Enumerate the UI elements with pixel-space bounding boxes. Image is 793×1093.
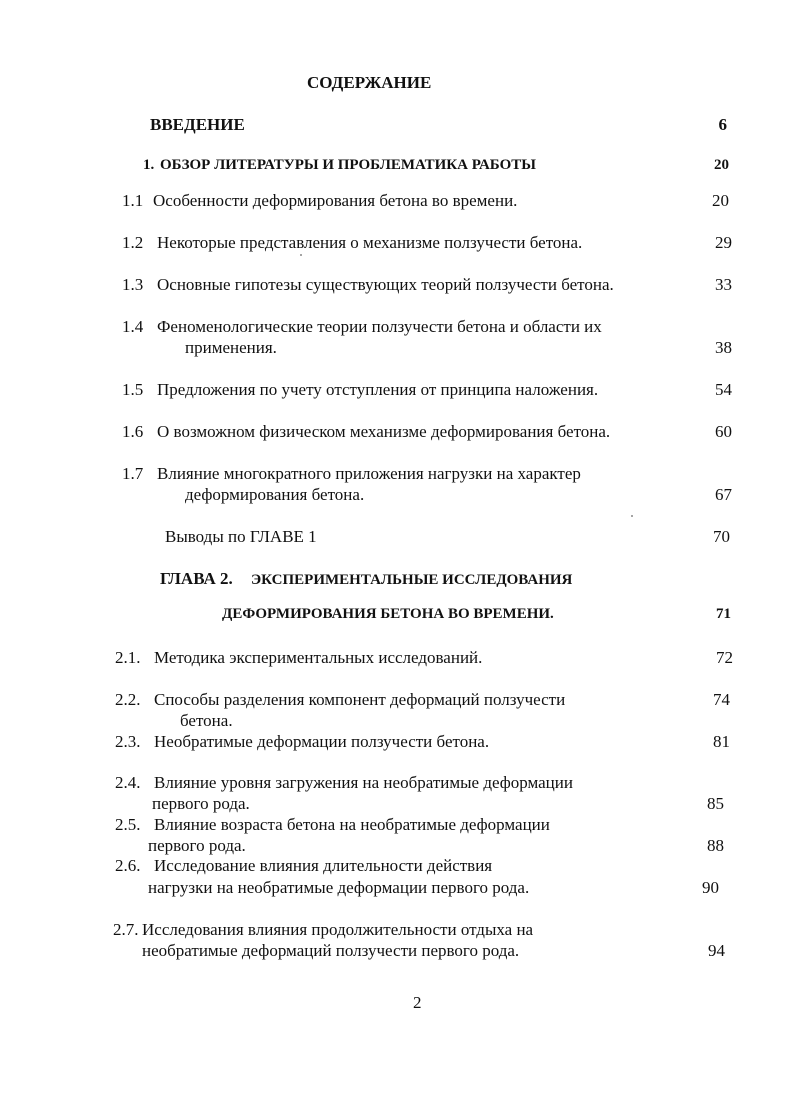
toc-entry-page: 67 — [715, 485, 732, 504]
toc-entry-text: Предложения по учету отступления от принципа наложения. — [157, 380, 599, 399]
toc-entry-number: 1.7 — [122, 464, 144, 483]
toc-entry-text-continued: применения. — [185, 338, 277, 357]
toc-chapter-title: ЭКСПЕРИМЕНТАЛЬНЫЕ ИССЛЕДОВАНИЯ — [251, 572, 573, 588]
toc-entry-page: 70 — [713, 527, 730, 546]
page-number: 2 — [413, 993, 422, 1012]
toc-entry-page: 20 — [712, 191, 729, 210]
toc-entry-page: 20 — [714, 157, 729, 173]
toc-entry-text: Методика экспериментальных исследований. — [154, 648, 483, 667]
toc-entry-number: 2.4. — [115, 773, 141, 792]
toc-entry-text-continued: необратимые деформаций ползучести первого рода. — [142, 941, 520, 960]
scan-speck — [631, 515, 633, 517]
toc-entry-number: 1.4 — [122, 317, 144, 336]
toc-entry-page: 54 — [715, 380, 732, 399]
toc-entry-text: Способы разделения компонент деформаций ползучести — [154, 690, 566, 709]
toc-entry-number: 2.1. — [115, 648, 141, 667]
toc-chapter-title-continued: ДЕФОРМИРОВАНИЯ БЕТОНА ВО ВРЕМЕНИ. — [222, 606, 554, 622]
toc-entry-page: 88 — [707, 836, 724, 855]
toc-entry-text-continued: бетона. — [180, 711, 233, 730]
toc-entry-page: 90 — [702, 878, 719, 897]
toc-entry-text-continued: первого рода. — [148, 836, 246, 855]
toc-entry-text: Особенности деформирования бетона во времени. — [153, 191, 518, 210]
toc-entry-text: Некоторые представления о механизме ползучести бетона. — [157, 233, 583, 252]
toc-entry-page: 74 — [713, 690, 730, 709]
toc-entry-page: 81 — [713, 732, 730, 751]
toc-entry-text-continued: нагрузки на необратимые деформации первого рода. — [148, 878, 530, 897]
toc-entry-number: 1.2 — [122, 233, 144, 252]
toc-entry-text: О возможном физическом механизме деформирования бетона. — [157, 422, 611, 441]
toc-entry-page: 71 — [716, 606, 731, 622]
toc-entry-text: Основные гипотезы существующих теорий ползучести бетона. — [157, 275, 614, 294]
toc-entry-number: 2.7. — [113, 920, 139, 939]
toc-entry-text: Феноменологические теории ползучести бетона и области их — [157, 317, 602, 336]
toc-entry-page: 33 — [715, 275, 732, 294]
toc-entry-page: 38 — [715, 338, 732, 357]
toc-entry-number: 1.3 — [122, 275, 144, 294]
toc-entry-number: 2.5. — [115, 815, 141, 834]
toc-entry-number: 2.6. — [115, 856, 141, 875]
toc-entry-text: Исследование влияния длительности действия — [154, 856, 493, 875]
toc-entry-page: 85 — [707, 794, 724, 813]
toc-entry-text: Влияние уровня загружения на необратимые деформации — [154, 773, 573, 792]
toc-entry-number: 1.6 — [122, 422, 144, 441]
toc-entry-text: Необратимые деформации ползучести бетона. — [154, 732, 490, 751]
toc-entry-page: 29 — [715, 233, 732, 252]
toc-entry-text: Выводы по ГЛАВЕ 1 — [165, 527, 317, 546]
toc-entry-number: 2.2. — [115, 690, 141, 709]
toc-entry-text: Исследования влияния продолжительности отдыха на — [142, 920, 534, 939]
toc-chapter-number: 1. — [143, 157, 155, 173]
toc-entry-text: Влияние многократного приложения нагрузки на характер — [157, 464, 581, 483]
toc-entry-page: 72 — [716, 648, 733, 667]
scan-speck — [300, 254, 302, 256]
page-title: СОДЕРЖАНИЕ — [307, 73, 432, 92]
toc-chapter-number: ГЛАВА 2. — [160, 569, 233, 588]
toc-chapter-title: ОБЗОР ЛИТЕРАТУРЫ И ПРОБЛЕМАТИКА РАБОТЫ — [160, 157, 536, 173]
toc-entry-number: 1.5 — [122, 380, 144, 399]
toc-entry-page: 94 — [708, 941, 725, 960]
toc-entry-text: Влияние возраста бетона на необратимые деформации — [154, 815, 550, 834]
toc-entry-text-continued: деформирования бетона. — [185, 485, 365, 504]
toc-entry-page: 60 — [715, 422, 732, 441]
toc-entry-text-continued: первого рода. — [152, 794, 250, 813]
toc-entry-text: ВВЕДЕНИЕ — [150, 115, 245, 134]
toc-entry-number: 2.3. — [115, 732, 141, 751]
toc-entry-page: 6 — [718, 115, 727, 134]
toc-entry-number: 1.1 — [122, 191, 144, 210]
